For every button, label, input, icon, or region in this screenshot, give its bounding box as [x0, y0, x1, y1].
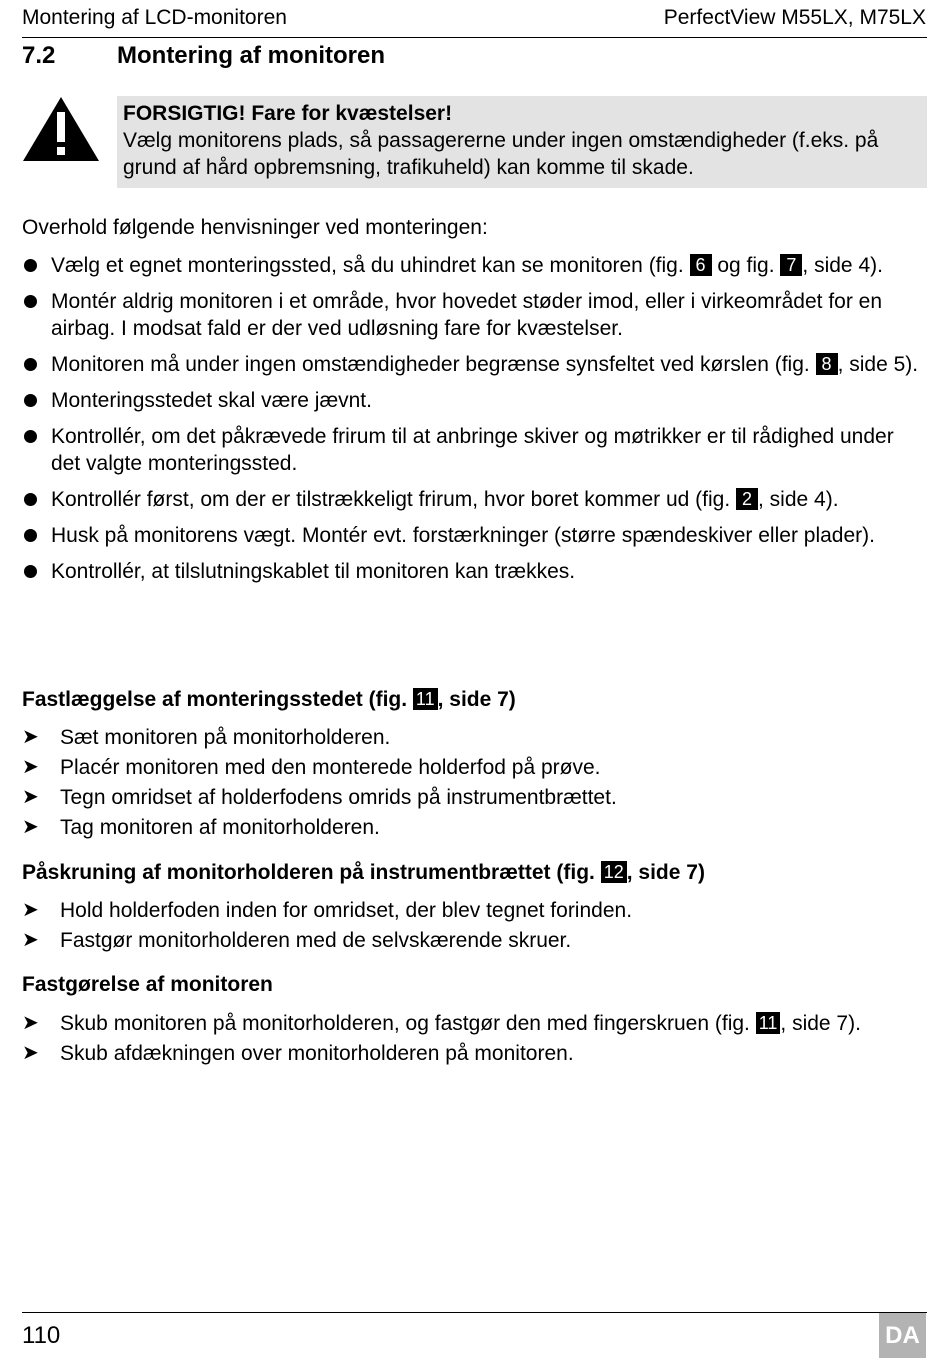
- figure-ref-badge: 2: [736, 488, 758, 510]
- figure-ref-badge: 12: [601, 861, 627, 883]
- list-item: ➤ Placér monitoren med den monterede holderfod på prøve.: [22, 756, 601, 779]
- bullet-dot-icon: [24, 565, 37, 578]
- intro-text: Overhold følgende henvisninger ved monteringen:: [22, 216, 488, 239]
- bullet-dot-icon: [24, 430, 37, 443]
- arrow-bullet-icon: ➤: [22, 1042, 39, 1064]
- list-item: Montér aldrig monitoren i et område, hvor hovedet støder imod, eller i virkeområdet for en airbag. I modsat fald er der ved udløsning fare for kvæstelser.: [22, 288, 927, 342]
- running-header-product: PerfectView M55LX, M75LX: [663, 6, 926, 29]
- bullet-dot-icon: [24, 295, 37, 308]
- subheading-mounting-location: Fastlæggelse af monteringsstedet (fig. 11 , side 7): [22, 688, 516, 711]
- list-item: ➤ Hold holderfoden inden for omridset, der blev tegnet forinden.: [22, 899, 633, 922]
- footer-rule: [22, 1312, 927, 1313]
- bullet-dot-icon: [24, 529, 37, 542]
- list-item: ➤ Tag monitoren af monitorholderen.: [22, 816, 380, 839]
- bullet-dot-icon: [24, 394, 37, 407]
- section-heading: Montering af monitoren: [117, 42, 385, 69]
- list-item: ➤ Sæt monitoren på monitorholderen.: [22, 726, 391, 749]
- section-title: [22, 42, 385, 70]
- arrow-bullet-icon: ➤: [22, 756, 39, 778]
- list-item: Kontrollér, om det påkrævede frirum til at anbringe skiver og møtrikker er til rådighed under det valgte monteringssted.: [22, 423, 927, 477]
- header-rule: [22, 37, 927, 38]
- figure-ref-badge: 11: [756, 1012, 781, 1034]
- list-item: Vælg et egnet monteringssted, så du uhindret kan se monitoren (fig. 6 og fig. 7 , side 4).: [22, 252, 927, 279]
- warning-text: Vælg monitorens plads, så passagererne under ingen omstændigheder (f.eks. på grund af hård opbremsning, trafikuheld) kan komme til skade.: [123, 129, 879, 179]
- list-item: Monteringsstedet skal være jævnt.: [22, 387, 927, 414]
- running-header-chapter: Montering af LCD-monitoren: [22, 6, 287, 29]
- arrow-bullet-icon: ➤: [22, 929, 39, 951]
- figure-ref-badge: 8: [816, 353, 838, 375]
- mounting-guidelines-list: [22, 252, 927, 594]
- list-item: Monitoren må under ingen omstændigheder begrænse synsfeltet ved kørslen (fig. 8 , side 5).: [22, 351, 927, 378]
- warning-box: [117, 96, 927, 188]
- section-number: 7.2: [22, 42, 56, 69]
- arrow-bullet-icon: ➤: [22, 726, 39, 748]
- arrow-bullet-icon: ➤: [22, 899, 39, 921]
- subheading-screw-holder: Påskruning af monitorholderen på instrumentbrættet (fig. 12 , side 7): [22, 861, 705, 884]
- bullet-dot-icon: [24, 493, 37, 506]
- list-item: Kontrollér først, om der er tilstrækkeligt frirum, hvor boret kommer ud (fig. 2 , side 4).: [22, 486, 927, 513]
- list-item: ➤ Skub afdækningen over monitorholderen på monitoren.: [22, 1042, 574, 1065]
- list-item: ➤ Tegn omridset af holderfodens omrids på instrumentbrættet.: [22, 786, 617, 809]
- bullet-dot-icon: [24, 358, 37, 371]
- arrow-bullet-icon: ➤: [22, 1012, 39, 1034]
- page-number: 110: [22, 1322, 61, 1349]
- arrow-bullet-icon: ➤: [22, 786, 39, 808]
- arrow-bullet-icon: ➤: [22, 816, 39, 838]
- list-item: ➤ Fastgør monitorholderen med de selvskærende skruer.: [22, 929, 572, 952]
- fasten-monitor-steps: [22, 1010, 927, 1070]
- figure-ref-badge: 6: [690, 254, 712, 276]
- list-item: Kontrollér, at tilslutningskablet til monitoren kan trækkes.: [22, 558, 927, 585]
- subheading-fasten-monitor: Fastgørelse af monitoren: [22, 973, 273, 996]
- figure-ref-badge: 11: [413, 688, 438, 710]
- list-item: Husk på monitorens vægt. Montér evt. forstærkninger (større spændeskiver eller plader).: [22, 522, 927, 549]
- screw-holder-steps: [22, 897, 927, 957]
- figure-ref-badge: 7: [780, 254, 802, 276]
- warning-triangle-icon: [22, 96, 100, 162]
- mounting-location-steps: [22, 724, 927, 844]
- warning-title: FORSIGTIG! Fare for kvæstelser!: [123, 102, 453, 125]
- bullet-dot-icon: [24, 259, 37, 272]
- language-badge: DA: [879, 1313, 926, 1358]
- list-item: ➤ Skub monitoren på monitorholderen, og fastgør den med fingerskruen (fig. 11 , side 7).: [22, 1012, 861, 1035]
